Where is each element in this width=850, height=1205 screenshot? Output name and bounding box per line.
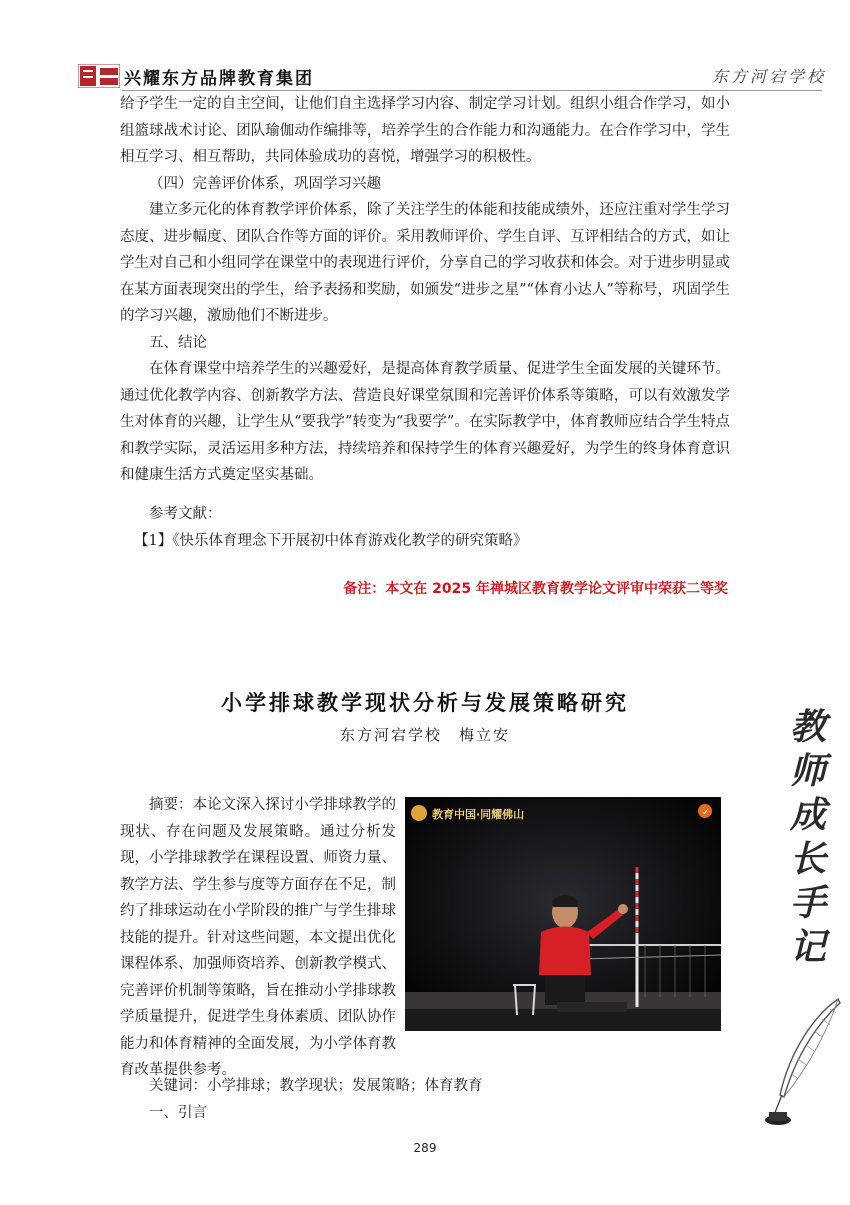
- side-title-char: 手: [789, 882, 826, 924]
- reference-item: 【1】《快乐体育理念下开展初中体育游戏化教学的研究策略》: [134, 532, 528, 549]
- side-column-title: [778, 705, 838, 969]
- paragraph-conclusion: 在体育课堂中培养学生的兴趣爱好，是提高体育教学质量、促进学生全面发展的关键环节。通过优化教学内容、创新教学方法、营造良好课堂氛围和完善评价体系等策略，可以有效激发学生对体育的兴趣，让学生从“要我学”转变为“我要学”。在实际教学中，体育教师应结合学生特点和教学实际，灵活运用多种方法，持续培养和保持学生的体育兴趣爱好，为学生的终身体育意识和健康生活方式奠定坚实基础。: [120, 361, 730, 483]
- group-name: 兴耀东方品牌教育集团: [124, 69, 314, 89]
- svg-text:✓: ✓: [702, 808, 710, 818]
- section-introduction-heading: 一、引言: [149, 1104, 207, 1121]
- article-abstract: [120, 792, 396, 1084]
- photo-overlay-caption: 教育中国·同耀佛山: [432, 808, 525, 821]
- side-title-char: 师: [789, 750, 826, 792]
- photo-illustration: [405, 797, 721, 1031]
- school-name: 东方河宕学校: [711, 67, 826, 86]
- article-title: 小学排球教学现状分析与发展策略研究: [221, 690, 629, 715]
- abstract-continuation: [120, 1073, 730, 1126]
- references: [120, 501, 730, 554]
- continued-article-body: [120, 91, 730, 489]
- side-title-char: 记: [789, 926, 826, 968]
- continuation-paragraph: 给予学生一定的自主空间，让他们自主选择学习内容、制定学习计划。组织小组合作学习，如小组篮球战术讨论、团队瑜伽动作编排等，培养学生的合作能力和沟通能力。在合作学习中，学生相互学习、相互帮助，共同体验成功的喜悦，增强学习的积极性。: [120, 96, 730, 165]
- side-title-char: 教: [789, 706, 826, 748]
- section-conclusion-heading: 五、结论: [149, 334, 207, 351]
- volleyball-referee-photo: [405, 797, 721, 1031]
- article-byline: 东方河宕学校 梅立安: [339, 726, 510, 744]
- page-number: 289: [413, 1141, 437, 1155]
- references-label: 参考文献：: [149, 506, 222, 522]
- paragraph-evaluation: 建立多元化的体育教学评价体系，除了关注学生的体能和技能成绩外，还应注重对学生学习态度、进步幅度、团队合作等方面的评价。采用教师评价、学生自评、互评相结合的方式，如让学生对自己和小组同学在课堂中的表现进行评价，分享自己的学习收获和体会。对于进步明显或在某方面表现突出的学生，给予表扬和奖励，如颁发“进步之星”“体育小达人”等称号，巩固学生的学习兴趣，激励他们不断进步。: [120, 202, 730, 324]
- abstract-text: 摘要：本论文深入探讨小学排球教学的现状、存在问题及发展策略。通过分析发现，小学排球教学在课程设置、师资力量、教学方法、学生参与度等方面存在不足，制约了排球运动在小学阶段的推广与学生排球技能的提升。针对这些问题，本文提出优化课程体系、加强师资培养、创新教学模式、完善评价机制等策略，旨在推动小学排球教学质量提升，促进学生身体素质、团队协作能力和体育精神的全面发展，为小学体育教育改革提供参考。: [120, 797, 396, 1078]
- side-title-char: 成: [789, 794, 826, 836]
- keywords-line: 关键词：小学排球；教学现状；发展策略；体育教育: [149, 1078, 483, 1094]
- subheading-evaluation: （四）完善评价体系，巩固学习兴趣: [149, 175, 381, 192]
- quill-pen-icon: [760, 995, 845, 1130]
- group-logo: [78, 64, 120, 88]
- page-header: [0, 0, 850, 95]
- side-title-char: 长: [789, 838, 826, 880]
- award-note: 备注：本文在 2025 年禅城区教育教学论文评审中荣获二等奖: [343, 581, 728, 597]
